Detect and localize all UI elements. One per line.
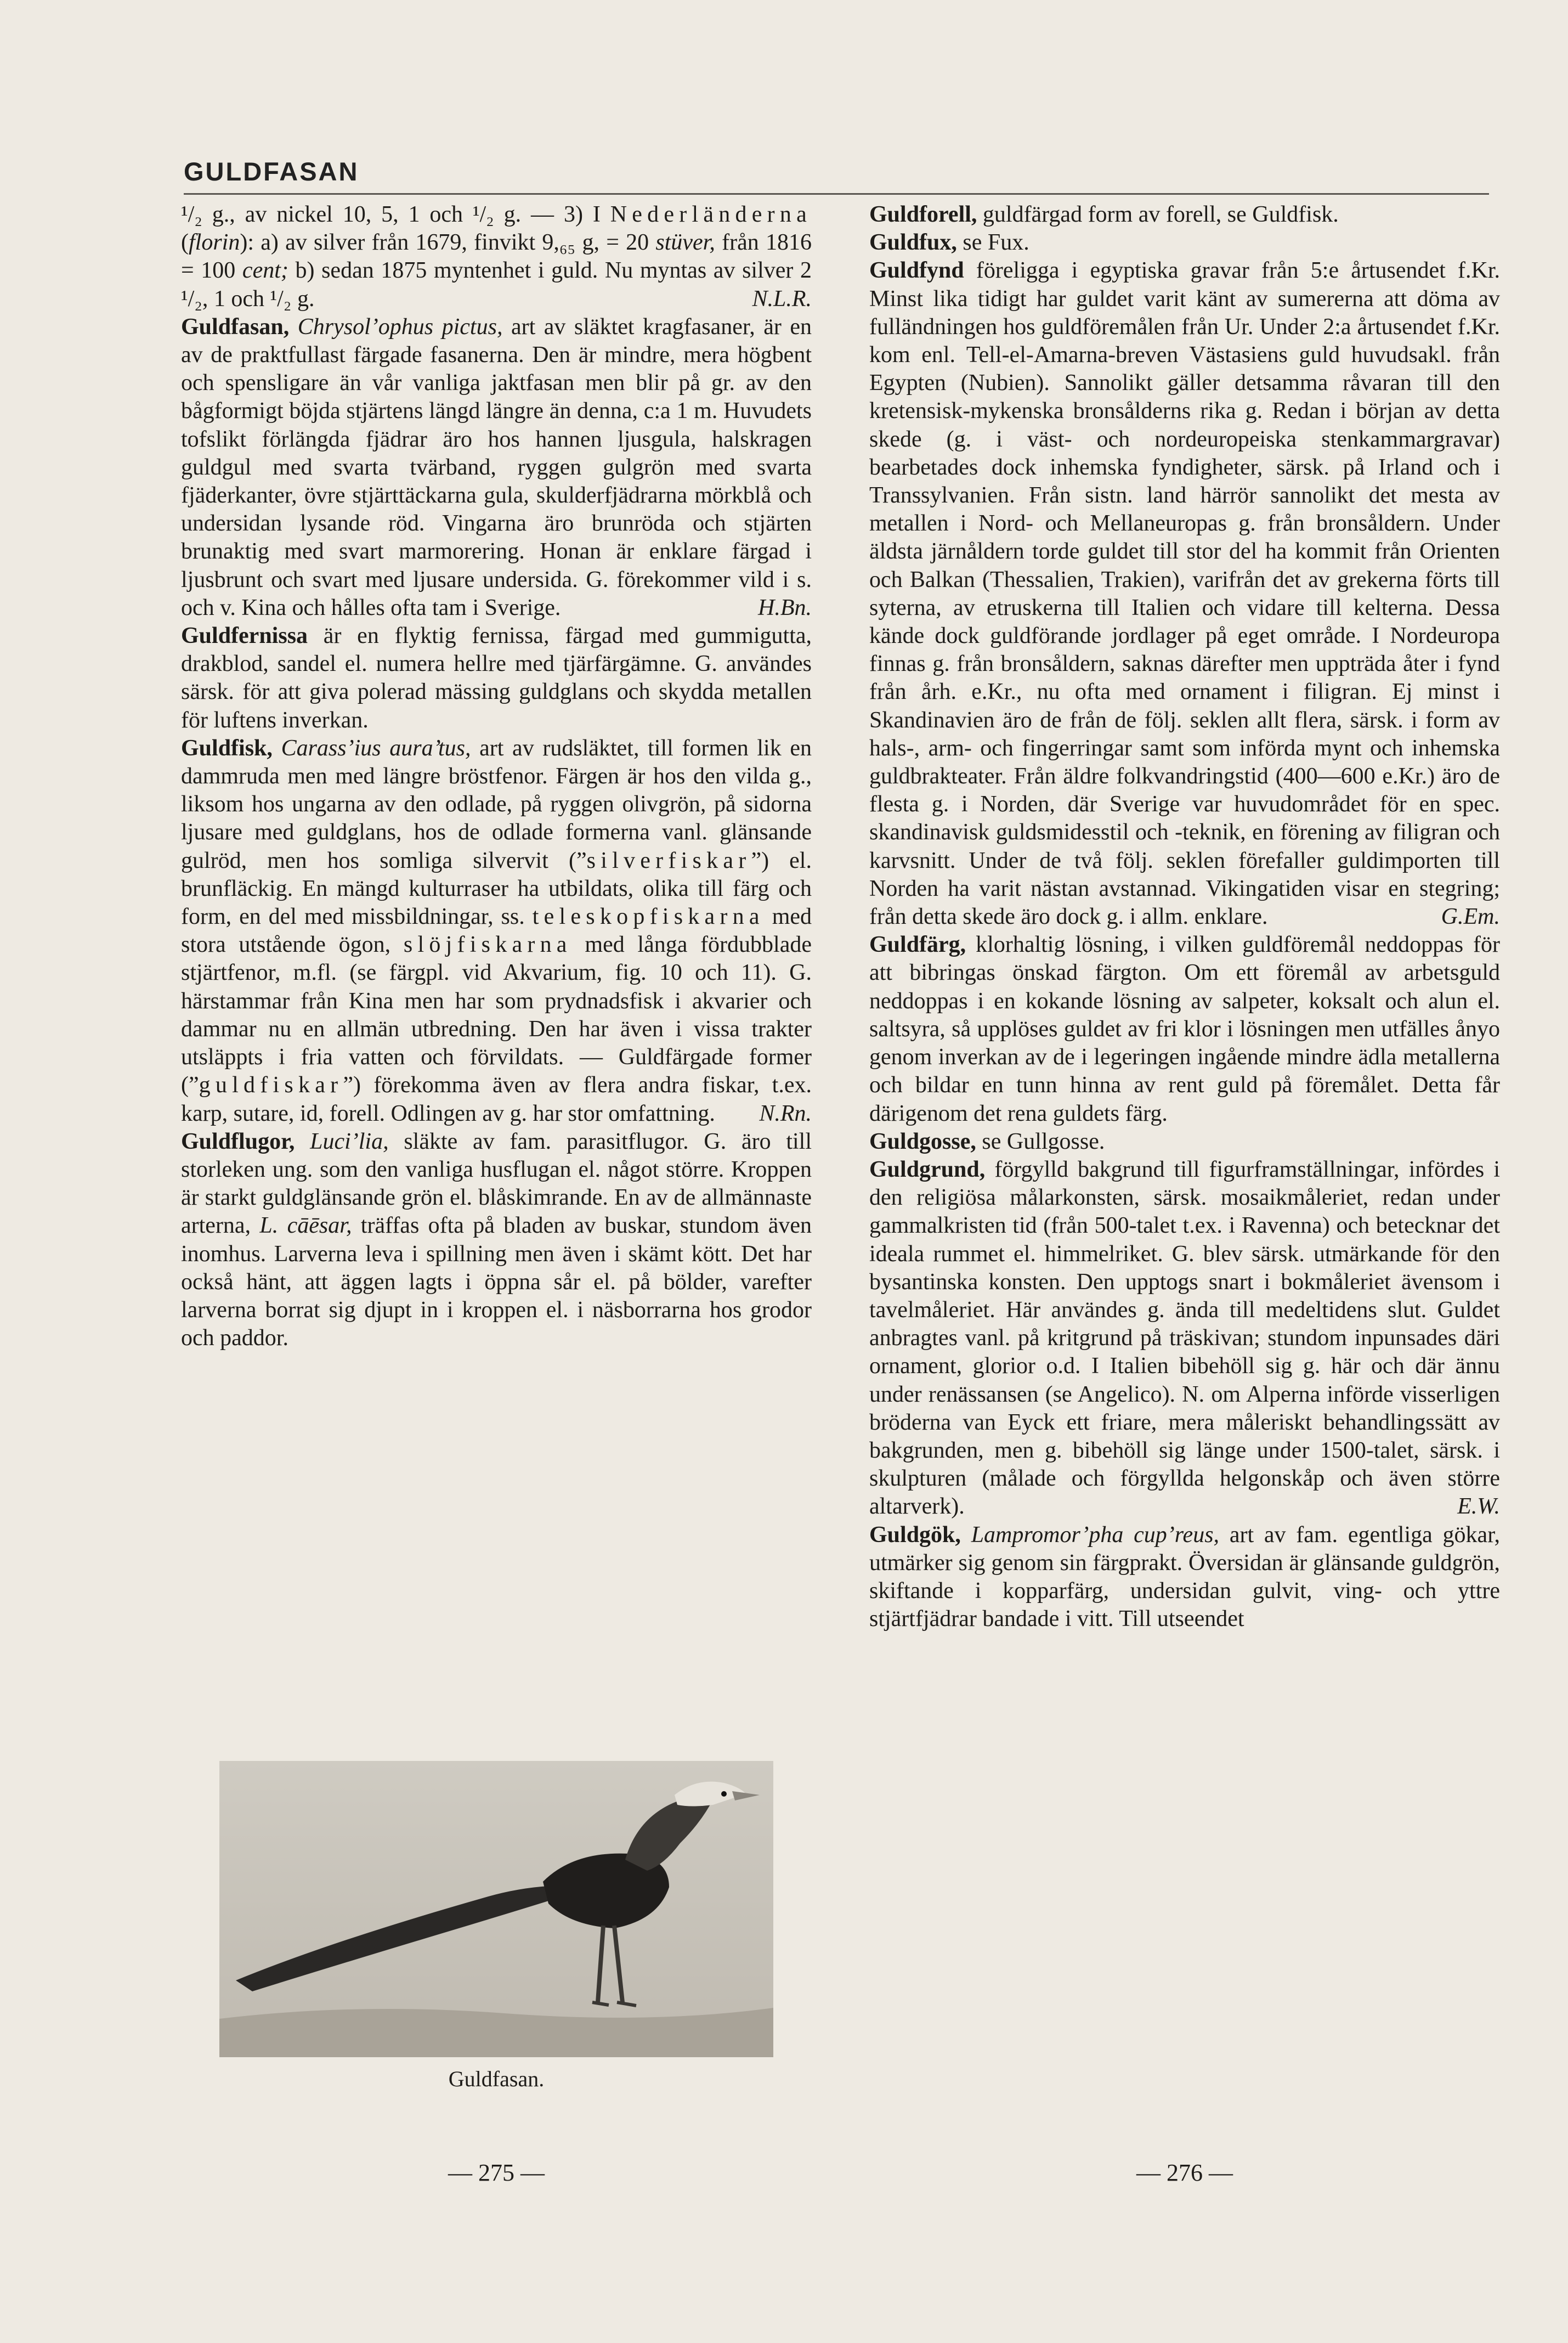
encyclopedia-entry	[869, 201, 1500, 229]
encyclopedia-entry	[181, 201, 812, 313]
entry-text: Carass’ius aura’tus,	[281, 735, 471, 761]
entry-text: (	[181, 230, 189, 256]
entry-text: florin	[189, 230, 240, 256]
entry-text: föreligga i egyptiska gravar från 5:e årtusendet f.Kr. Minst lika tidigt har guldet varit känt av sumererna att döma av fulländningen hos guldföremålen från Ur. Under 2:a årtusendet f.Kr. kom enl. Tell-el-Amarna-breven Västasiens guld huvudsakl. från Egypten (Nubien). Sannolikt gäller detsamma råvaran till den kretensisk-mykenska bronsålderns rika g. Redan i början av detta skede (g. i väst- och nordeuropeiska stenkammargravar) bearbetades dock inhemska fyndigheter, särsk. på Irland och i Transsylvanien. Från sistn. land härrör sannolikt det mesta av metallen i Nord- och Mellaneuropas g. från bronsåldern. Under äldsta järnåldern torde guldet till stor del ha kommit från Orienten och Balkan (Thessalien, Trakien), varifrån det av grekerna förts till syterna, av etruskerna till Italien och vidare till kelterna. Dessa kände dock guldförande jordlager på eget område. I Nordeuropa finnas g. från bronsåldern, saknas därefter men uppträda åter i fynd från årh. e.Kr., nu ofta med ornament i filigran. Ej minst i Skandinavien äro de från de följ. seklen allt flera, särsk. i form av hals-, arm- och fingerringar samt som införda mynt och inhemska guldbrakteater. Från äldre folkvandringstid (400—600 e.Kr.) äro de flesta g. i Norden, där Sverige var huvudområdet för en spec. skandinavisk guldsmidesstil och -teknik, en förening av filigran och karvsnitt. Under de två följ. seklen förefaller guldimporten till Norden ha varit nästan avstannad. Vikingatiden visar en stegring; från detta skede äro dock g. i allm. enklare.	[869, 258, 1500, 930]
entry-headword: Guldgrund,	[869, 1156, 986, 1182]
author-signature: N.Rn.	[759, 1100, 812, 1126]
encyclopedia-entry	[869, 1156, 1500, 1521]
golden-pheasant-illustration	[219, 1761, 773, 2057]
encyclopedia-entry	[869, 931, 1500, 1127]
entry-text: ): a) av silver från 1679, finvikt 9,₆₅ g, = 20	[240, 230, 656, 256]
golden-pheasant-photo	[219, 1761, 773, 2057]
entry-text: klorhaltig lösning, i vilken guldföremål neddoppas för att bibringas önskad färgton. Om ett föremål av arbetsguld neddoppas i en kokande lösning av salpeter, koksalt och alun el. saltsyra, så upplöses guldet av fri klor i lösningen men utfälles ånyo genom inverkan av de i legeringen ingående mindre ädla metallerna och bildar en tunn hinna av rent guld på föremålet. Detta får därigenom det rena guldets färg.	[869, 932, 1500, 1126]
entry-headword: Guldfux,	[869, 230, 957, 256]
author-signature: N.L.R.	[752, 286, 812, 312]
entry-text: ¹/₂ g., av nickel 10, 5, 1 och ¹/₂ g. — 3) I	[181, 202, 610, 227]
entry-text: cent;	[242, 258, 288, 284]
entry-text: ”) förekomma även av flera andra fiskar, t.ex. karp, sutare, id, forell. Odlingen av g. har stor omfattning.	[181, 1072, 812, 1126]
entry-text: förgylld bakgrund till figurframställningar, infördes i den religiösa målarkonsten, särsk. mosaikmåleriet, redan under gammalkristen tid (från 500-talet t.ex. i Ravenna) och betecknar det ideala rummet el. himmelriket. G. blev särsk. utmärkande för den bysantinska konsten. Den upptogs snart i bokmåleriet ävensom i tavelmåleriet. Här användes g. ända till medeltidens slut. Guldet anbragtes vanl. på kritgrund på träskivan; stundom inpunsades däri ornament, glorior o.d. I Italien bibehöll sig g. här och där ännu under renässansen (se Angelico). N. om Alperna införde visserligen bröderna van Eyck ett friare, mera måleriskt behandlingssätt av bakgrunden, men g. bibehöll sig länge under 1500-talet, särsk. i skulpturen (målade och förgyllda helgonskåp och även större altarverk).	[869, 1156, 1500, 1520]
entry-text: är en flyktig fernissa, färgad med gummigutta, drakblod, sandel el. numera hellre med tjärfärgämne. G. användes särsk. för att giva polerad mässing guldglans och skydda metallen för luftens inverkan.	[181, 623, 812, 733]
entry-headword: Guldfärg,	[869, 932, 966, 958]
entry-headword: Guldgosse,	[869, 1128, 976, 1154]
entry-headword: Guldfynd	[869, 258, 964, 284]
entry-text: guldfärgad form av forell, se Guldfisk.	[977, 202, 1339, 227]
author-signature: E.W.	[1457, 1494, 1500, 1520]
entry-text: slöjfiskarna	[403, 932, 572, 958]
entry-text	[295, 1129, 310, 1154]
entry-headword: Guldfernissa	[181, 623, 308, 649]
encyclopedia-entry	[869, 229, 1500, 257]
right-column	[869, 201, 1500, 1633]
entry-text: stüver,	[655, 230, 715, 256]
entry-headword: Guldfasan,	[181, 314, 290, 340]
entry-headword: Guldforell,	[869, 202, 977, 227]
entry-text: b) sedan 1875 myntenhet i guld. Nu myntas av silver 2 ¹/₂, 1 och ¹/₂ g.	[181, 258, 812, 312]
entry-text: Lampromor’pha cup’reus,	[971, 1522, 1220, 1548]
entry-text: se Gullgosse.	[976, 1128, 1105, 1154]
encyclopedia-entry	[869, 1521, 1500, 1634]
entry-text: från 1816 = 100	[181, 230, 812, 284]
entry-text	[961, 1522, 971, 1548]
entry-headword: Guldflugor,	[181, 1128, 295, 1154]
entry-text	[273, 736, 281, 761]
running-head: GULDFASAN	[184, 157, 359, 186]
encyclopedia-entry	[181, 622, 812, 735]
entry-text: art av rudsläktet, till formen lik en dammruda men med längre bröstfenor. Färgen är hos den vilda g., liksom hos ungarna av den odlade, på ryggen olivgrön, på sidorna ljusare med guldglans, hos de odlade formerna vanl. glänsande gulröd, men hos somliga silvervit (”	[181, 735, 812, 873]
entry-text: släkte av fam. parasitflugor. G. äro till storleken ung. som den vanliga husflugan el. något större. Kroppen är starkt guldglänsande grön el. blåskimrande. En av de allmännaste arterna,	[181, 1128, 812, 1239]
entry-text: Luci’lia,	[310, 1128, 389, 1154]
page-number-left: — 275 —	[448, 2159, 545, 2186]
entry-text	[289, 314, 298, 340]
entry-text: ”) el. brunfläckig. En mängd kulturraser ha utbildats, olika till färg och form, en del med missbildningar, ss.	[181, 848, 812, 930]
header-rule	[184, 193, 1489, 195]
entry-text: art av fam. egentliga gökar, utmärker sig genom sin färgprakt. Översidan är glänsande guldgrön, skiftande i kopparfärg, undersidan gulvit, ving- och yttre stjärtfjädrar bandade i vitt. Till utseendet	[869, 1522, 1500, 1632]
entry-headword: Guldfisk,	[181, 735, 273, 761]
entry-text: silverfiskar	[586, 848, 751, 873]
page-number-right: — 276 —	[1136, 2159, 1233, 2186]
encyclopedia-entry	[181, 313, 812, 622]
left-column	[181, 201, 812, 1352]
entry-text: L. cāēsar,	[259, 1213, 352, 1239]
author-signature: G.Em.	[1441, 904, 1500, 930]
entry-text: med långa fördubblade stjärtfenor, m.fl. (se färgpl. vid Akvarium, fig. 10 och 11). G. härstammar från Kina men har som prydnadsfisk i akvarier och dammar nu en allmän utbredning. Den har även i vissa trakter utsläppts i fria vatten och förvildats. — Guldfärgade former (”	[181, 932, 812, 1098]
entry-text: guldfiskar	[199, 1072, 343, 1098]
author-signature: H.Bn.	[758, 595, 812, 620]
entry-text: träffas ofta på bladen av buskar, stundom även inomhus. Larverna leva i spillning men även i skämt kött. Det har också hänt, att äggen lagts i öppna sår el. på bölder, varefter larverna borrat sig djupt in i kroppen el. i näsborrarna hos grodor och paddor.	[181, 1213, 812, 1351]
figure-caption: Guldfasan.	[448, 2067, 545, 2091]
entry-text: se Fux.	[956, 230, 1029, 256]
encyclopedia-entry	[869, 1128, 1500, 1156]
encyclopedia-entry	[181, 735, 812, 1128]
entry-text: med stora utstående ögon,	[181, 904, 812, 958]
entry-text: teleskopfiskarna	[532, 904, 765, 930]
entry-headword: Guldgök,	[869, 1522, 961, 1548]
encyclopedia-entry	[869, 257, 1500, 931]
entry-text: art av släktet kragfasaner, är en av de praktfullast färgade fasanerna. Den är mindre, mera högbent och spensligare än vår vanliga jaktfasan men blir på gr. av den bågformigt böjda stjärtens längd längre än denna, c:a 1 m. Huvudets tofslikt förlängda fjädrar äro hos hannen ljusgula, halskragen guldgul med svarta tvärband, ryggen gulgrön med svarta fjäderkanter, övre stjärttäckarna gula, skulderfjädrarna mörkblå och undersidan lysande röd. Vingarna äro brunröda och stjärten brunaktig med svart marmorering. Honan är enklare färgad i ljusbrunt och svart med ljusare undersida. G. förekommer vild i s. och v. Kina och hålles ofta tam i Sverige.	[181, 314, 812, 620]
encyclopedia-entry	[181, 1128, 812, 1353]
entry-text: Nederländerna	[610, 202, 812, 227]
entry-text: Chrysol’ophus pictus,	[297, 314, 503, 340]
